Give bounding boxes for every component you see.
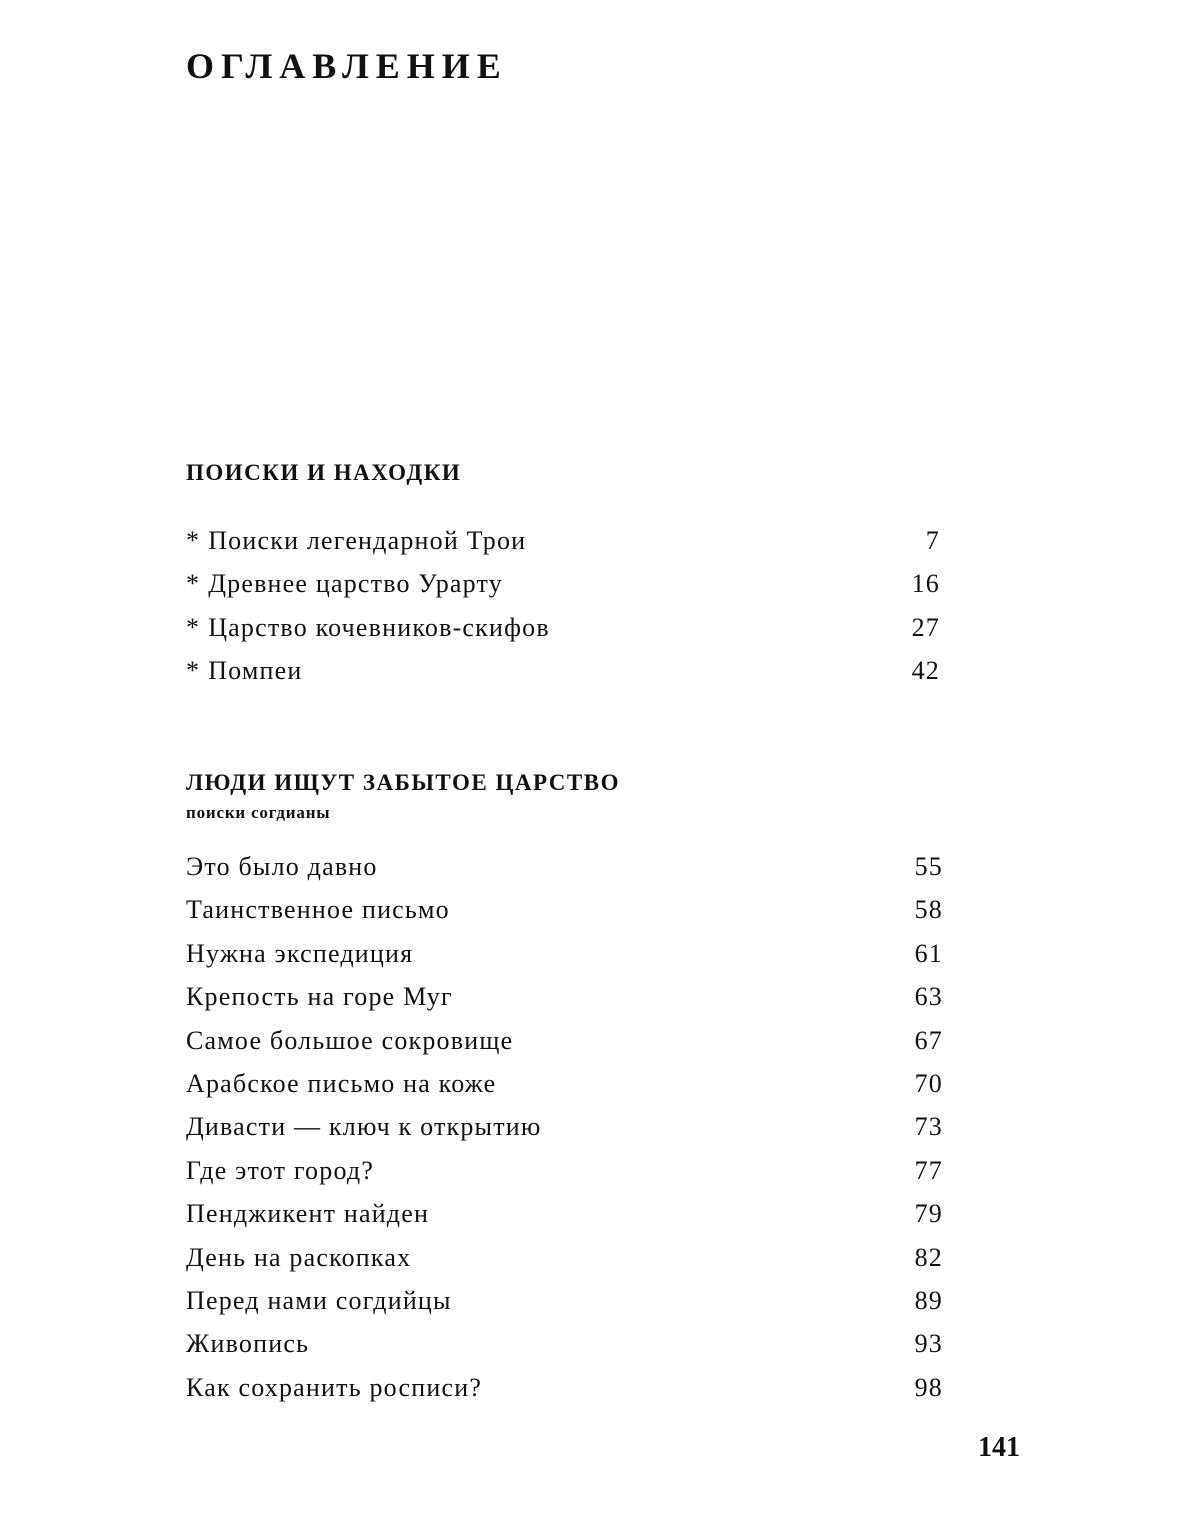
toc-entry: [186, 1199, 946, 1242]
toc-entry-title-group: [186, 1286, 452, 1316]
toc-entry: [186, 569, 946, 612]
toc-entry-title-group: [186, 1243, 411, 1273]
toc-entry-title-group: [186, 1069, 496, 1099]
toc-entry-title: Древнее царство Урарту: [208, 569, 503, 599]
toc-entry-title: Крепость на горе Муг: [186, 982, 453, 1012]
toc-entry: [186, 656, 946, 699]
toc-entry-title: Это было давно: [186, 852, 378, 881]
toc-entry-page: 93: [914, 1329, 943, 1359]
toc-entry-page: 77: [914, 1155, 943, 1185]
toc-entry-page: 27: [911, 612, 940, 642]
section-heading: ЛЮДИ ИЩУТ ЗАБЫТОЕ ЦАРСТВО: [186, 770, 620, 795]
toc-entry-page: 79: [914, 1199, 943, 1229]
toc-entry-list: [186, 852, 946, 1416]
toc-entry-page: 16: [911, 569, 940, 599]
toc-entry-page: 89: [914, 1285, 943, 1315]
asterisk-marker: *: [186, 526, 201, 555]
toc-entry-title: Нужна экспедиция: [186, 938, 414, 968]
toc-entry-page: 42: [911, 656, 940, 686]
toc-entry-title-group: [186, 1199, 429, 1229]
toc-entry-title: Где этот город?: [186, 1155, 375, 1185]
toc-entry-page: 63: [914, 982, 943, 1012]
toc-entry-title-group: [186, 1329, 309, 1359]
toc-entry-title: Самое большое сокровище: [186, 1025, 514, 1055]
toc-entry-title: Перед нами согдийцы: [186, 1285, 452, 1315]
toc-entry-page: 58: [914, 895, 943, 925]
toc-entry-title: Арабское письмо на коже: [186, 1068, 497, 1098]
toc-entry-title: Царство кочевников-скифов: [208, 612, 550, 642]
toc-entry-title-group: [186, 852, 378, 882]
toc-entry-title-group: [186, 569, 503, 599]
toc-entry-title: Таинственное письмо: [186, 895, 450, 925]
page-number: 141: [978, 1432, 1020, 1463]
toc-entry-title: Помпеи: [208, 656, 303, 686]
toc-section-sogdiana: [186, 768, 946, 1416]
toc-entry-page: 70: [914, 1068, 943, 1098]
toc-entry-page: 7: [925, 526, 940, 555]
toc-entry-title-group: [186, 939, 413, 969]
toc-entry: [186, 1286, 946, 1329]
asterisk-marker: *: [186, 612, 201, 642]
page-title: ОГЛАВЛЕНИЕ: [186, 46, 508, 86]
toc-entry: [186, 1026, 946, 1069]
toc-entry-title-group: [186, 656, 303, 686]
toc-entry: [186, 1373, 946, 1416]
toc-entry-page: 73: [914, 1112, 943, 1142]
section-subheading: поиски согдианы: [186, 803, 331, 822]
toc-entry-title-group: [186, 1026, 513, 1056]
toc-entry: [186, 895, 946, 938]
toc-entry-title: Дивасти — ключ к открытию: [186, 1112, 542, 1142]
toc-entry: [186, 982, 946, 1025]
toc-entry-title-group: [186, 982, 453, 1012]
toc-entry-title: Живопись: [186, 1329, 310, 1359]
toc-entry: [186, 1156, 946, 1199]
toc-entry: [186, 939, 946, 982]
toc-entry-page: 61: [914, 938, 943, 968]
toc-entry: [186, 1329, 946, 1372]
toc-entry-page: 55: [914, 852, 943, 881]
toc-entry-title-group: [186, 1373, 482, 1403]
toc-section-finds: [186, 458, 946, 700]
asterisk-marker: *: [186, 569, 201, 599]
toc-entry-title-group: [186, 526, 526, 556]
toc-entry-title: Как сохранить росписи?: [186, 1372, 483, 1402]
toc-entry-title-group: [186, 613, 550, 643]
section-heading: ПОИСКИ И НАХОДКИ: [186, 460, 462, 485]
toc-entry: [186, 526, 946, 569]
toc-entry: [186, 613, 946, 656]
toc-entry: [186, 1243, 946, 1286]
toc-entry-title: День на раскопках: [186, 1242, 412, 1272]
toc-entry-page: 67: [914, 1025, 943, 1055]
toc-entry-title: Пенджикент найден: [186, 1199, 430, 1229]
toc-entry-list: [186, 526, 946, 700]
toc-entry: [186, 1069, 946, 1112]
toc-entry: [186, 852, 946, 895]
toc-entry-page: 98: [914, 1372, 943, 1402]
toc-entry-title: Поиски легендарной Трои: [208, 526, 527, 555]
toc-entry-title-group: [186, 1156, 374, 1186]
toc-entry: [186, 1112, 946, 1155]
toc-entry-page: 82: [914, 1242, 943, 1272]
asterisk-marker: *: [186, 656, 201, 686]
toc-entry-title-group: [186, 895, 450, 925]
toc-entry-title-group: [186, 1112, 542, 1142]
